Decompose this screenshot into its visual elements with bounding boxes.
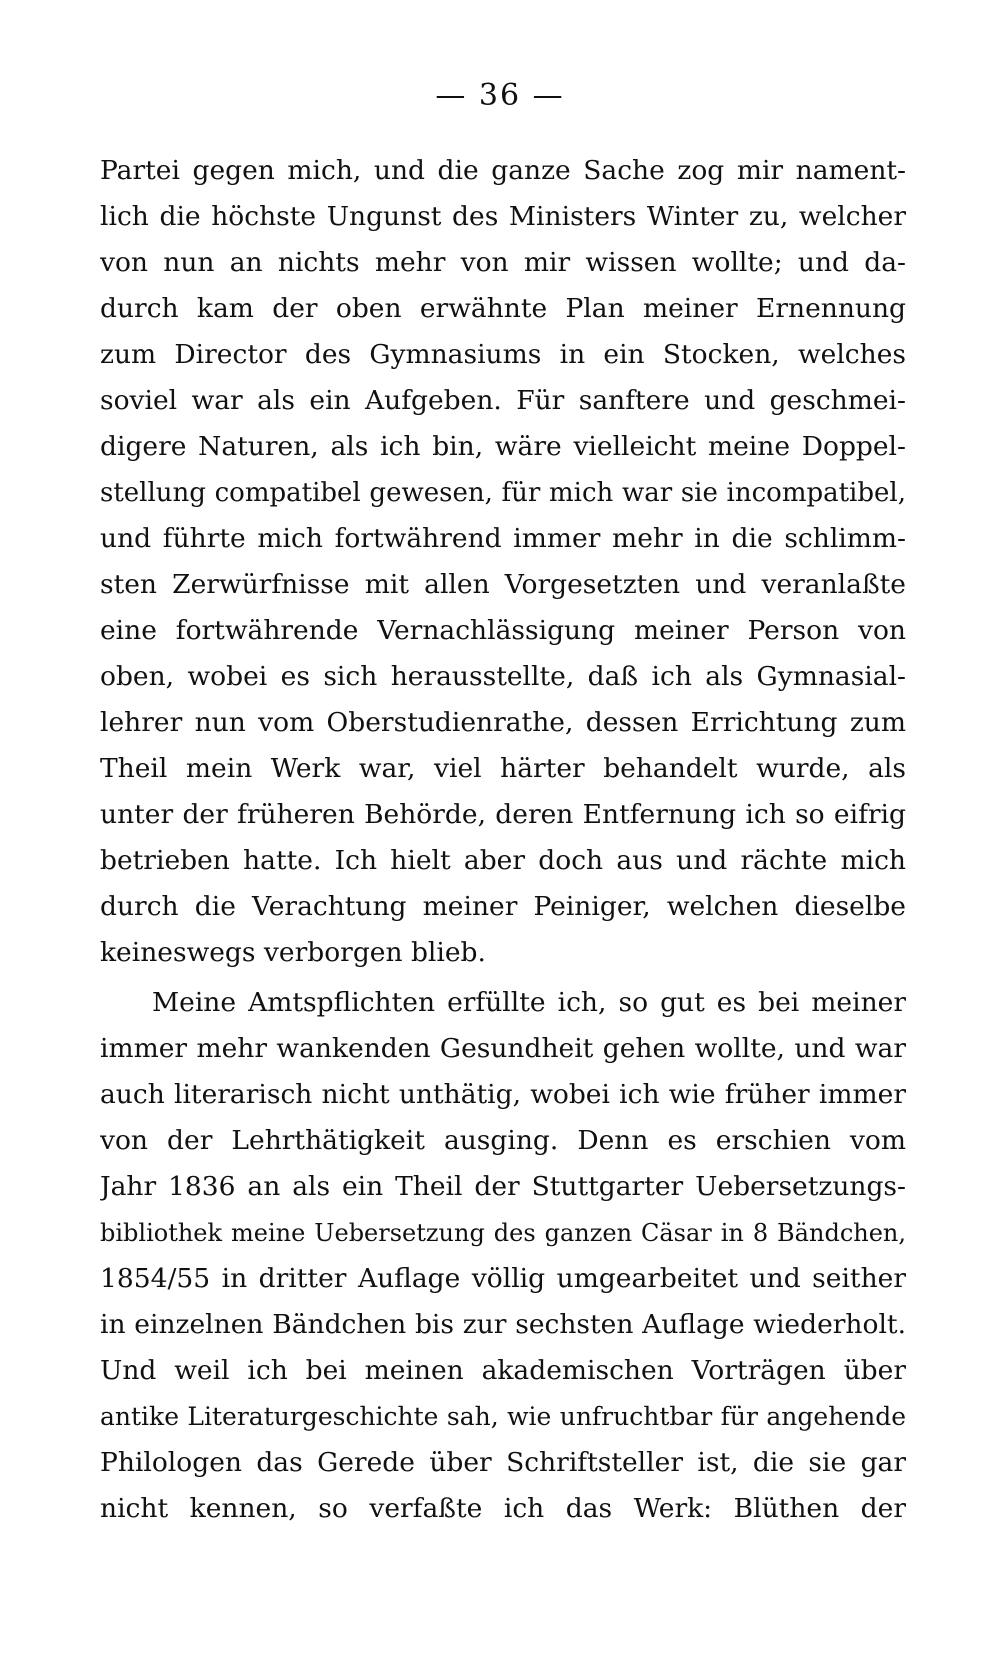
text-line: oben, wobei es sich herausstellte, daß ich als Gymnasial- (100, 661, 906, 692)
text-line: bibliothek meine Uebersetzung des ganzen Cäsar in 8 Bändchen, (100, 1219, 906, 1247)
text-line: auch literarisch nicht unthätig, wobei ich wie früher immer (100, 1079, 906, 1110)
text-line: Partei gegen mich, und die ganze Sache zog mir nament- (100, 155, 906, 186)
text-line: Und weil ich bei meinen akademischen Vorträgen über (100, 1355, 906, 1386)
text-line: 1854/55 in dritter Auflage völlig umgearbeitet und seither (100, 1263, 906, 1294)
text-line: nicht kennen, so verfaßte ich das Werk: Blüthen der (100, 1493, 906, 1524)
body-text (100, 148, 906, 1532)
text-line: Philologen das Gerede über Schriftsteller ist, die sie gar (100, 1447, 906, 1478)
text-line: durch die Verachtung meiner Peiniger, welchen dieselbe (100, 891, 906, 922)
text-line: Jahr 1836 an als ein Theil der Stuttgarter Uebersetzungs- (100, 1171, 906, 1202)
text-line: unter der früheren Behörde, deren Entfernung ich so eifrig (100, 799, 906, 830)
text-line: immer mehr wankenden Gesundheit gehen wollte, und war (100, 1033, 906, 1064)
text-line: von der Lehrthätigkeit ausging. Denn es erschien vom (100, 1125, 906, 1156)
text-line: lehrer nun vom Oberstudienrathe, dessen Errichtung zum (100, 707, 906, 738)
text-line: stellung compatibel gewesen, für mich war sie incompatibel, (100, 478, 906, 508)
text-line: Theil mein Werk war, viel härter behandelt wurde, als (100, 753, 906, 784)
text-line: und führte mich fortwährend immer mehr in die schlimm- (100, 523, 906, 554)
text-line: von nun an nichts mehr von mir wissen wollte; und da- (100, 247, 906, 278)
text-line: eine fortwährende Vernachlässigung meiner Person von (100, 615, 906, 646)
text-line: sten Zerwürfnisse mit allen Vorgesetzten und veranlaßte (100, 569, 906, 600)
text-line: in einzelnen Bändchen bis zur sechsten Auflage wiederholt. (100, 1309, 906, 1340)
text-line: soviel war als ein Aufgeben. Für sanftere und geschmei- (100, 385, 906, 416)
text-line: betrieben hatte. Ich hielt aber doch aus und rächte mich (100, 845, 906, 876)
text-line: durch kam der oben erwähnte Plan meiner Ernennung (100, 293, 906, 324)
text-line: antike Literaturgeschichte sah, wie unfruchtbar für angehende (100, 1402, 906, 1431)
text-line: keineswegs verborgen blieb. (100, 937, 486, 968)
text-line: Meine Amtspflichten erfüllte ich, so gut es bei meiner (152, 987, 906, 1018)
text-line: digere Naturen, als ich bin, wäre vielleicht meine Doppel- (100, 431, 906, 462)
text-line: lich die höchste Ungunst des Ministers Winter zu, welcher (100, 201, 906, 232)
paragraph (100, 148, 906, 976)
page-number: — 36 — (435, 78, 565, 113)
text-line: zum Director des Gymnasiums in ein Stocken, welches (100, 339, 906, 370)
paragraph (100, 980, 906, 1532)
